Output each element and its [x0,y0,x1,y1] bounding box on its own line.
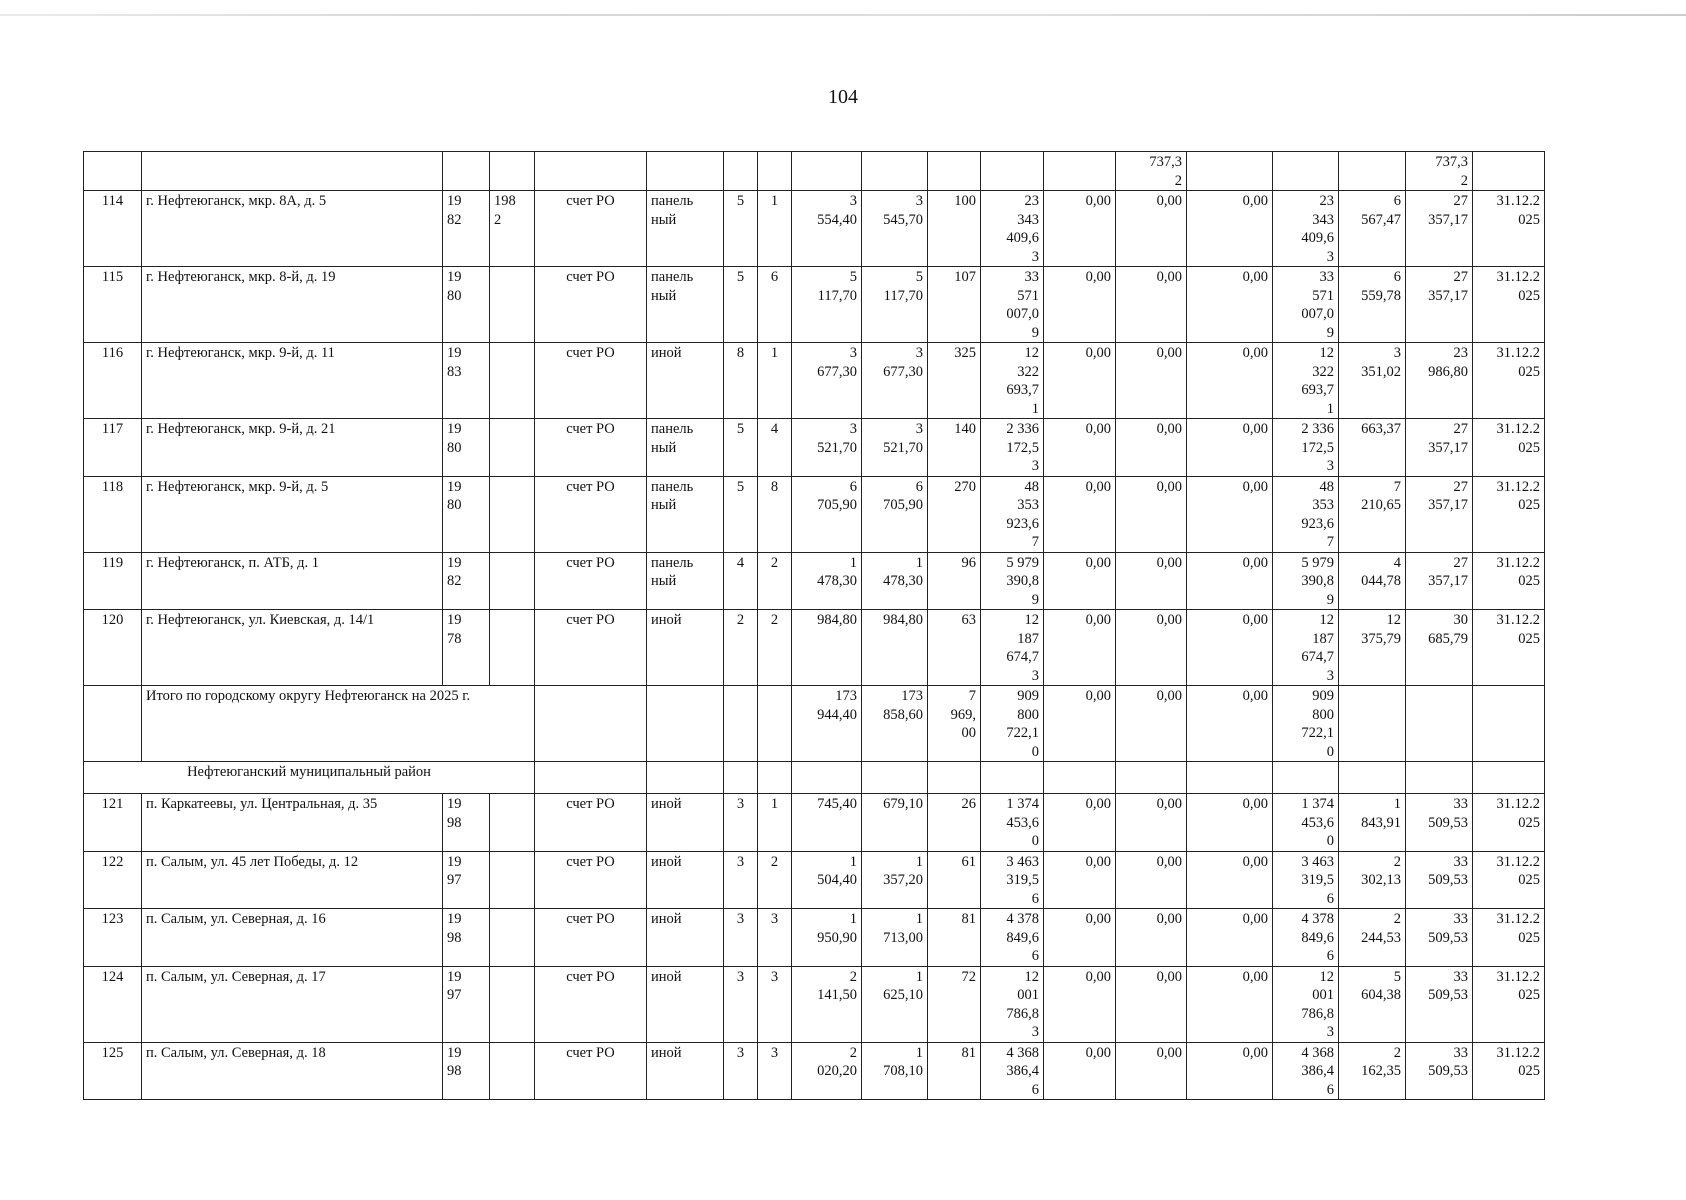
residential-area-cell: 5 117,70 [862,267,928,343]
residents-cell: 81 [928,909,981,967]
table-row [84,794,1545,852]
row-number-cell: 116 [84,343,142,419]
floors-cell: 5 [724,191,758,267]
table-cell [1473,762,1545,794]
table-cell [758,152,792,191]
cost-per-sqm-cell: 1 843,91 [1339,794,1406,852]
table-row [84,610,1545,686]
local-funds-cell: 0,00 [1187,966,1273,1042]
residents-cell: 72 [928,966,981,1042]
subtotal-total-area: 173 944,40 [792,686,862,762]
total-area-cell: 2 141,50 [792,966,862,1042]
residential-area-cell: 1 708,10 [862,1042,928,1100]
regional-funds-cell: 0,00 [1116,1042,1187,1100]
year-built-cell: 19 80 [443,267,490,343]
table-row [84,909,1545,967]
wall-material-cell: иной [647,610,724,686]
owner-funds-cell: 23 343 409,6 3 [1273,191,1339,267]
federal-funds-cell: 0,00 [1044,1042,1116,1100]
regional-funds-cell: 0,00 [1116,909,1187,967]
completion-date-cell: 31.12.2 025 [1473,794,1545,852]
cost-per-sqm-cell: 3 351,02 [1339,343,1406,419]
table-cell [792,152,862,191]
limit-cost-cell: 27 357,17 [1406,552,1473,610]
year-built-cell: 19 98 [443,794,490,852]
owner-funds-cell: 3 463 319,5 6 [1273,851,1339,909]
table-cell [1187,152,1273,191]
table-row [84,552,1545,610]
completion-date-cell: 31.12.2 025 [1473,267,1545,343]
fund-method-cell: счет РО [535,552,647,610]
total-area-cell: 1 478,30 [792,552,862,610]
completion-date-cell: 31.12.2 025 [1473,343,1545,419]
total-cost-cell: 23 343 409,6 3 [981,191,1044,267]
address-cell: п. Салым, ул. Северная, д. 16 [142,909,443,967]
total-area-cell: 745,40 [792,794,862,852]
total-cost-cell: 12 187 674,7 3 [981,610,1044,686]
federal-funds-cell: 0,00 [1044,343,1116,419]
table-row [84,851,1545,909]
limit-cost-cell: 27 357,17 [1406,419,1473,477]
floors-cell: 3 [724,966,758,1042]
wall-material-cell: панель ный [647,552,724,610]
residential-area-cell: 1 713,00 [862,909,928,967]
limit-cost-cell: 23 986,80 [1406,343,1473,419]
cost-per-sqm-cell: 663,37 [1339,419,1406,477]
federal-funds-cell: 0,00 [1044,966,1116,1042]
table-cell [1406,686,1473,762]
limit-cost-cell: 30 685,79 [1406,610,1473,686]
entrances-cell: 3 [758,909,792,967]
row-number-cell: 124 [84,966,142,1042]
federal-funds-cell: 0,00 [1044,191,1116,267]
year-commissioned-cell [490,552,535,610]
table-row-carryover [84,152,1545,191]
wall-material-cell: панель ный [647,419,724,477]
housing-register-table [83,151,1545,1100]
total-cost-cell: 33 571 007,0 9 [981,267,1044,343]
owner-funds-cell: 12 187 674,7 3 [1273,610,1339,686]
year-commissioned-cell: 198 2 [490,191,535,267]
scan-artifact-line [0,14,1686,16]
local-funds-cell: 0,00 [1187,267,1273,343]
floors-cell: 8 [724,343,758,419]
year-built-cell: 19 80 [443,476,490,552]
total-cost-cell: 48 353 923,6 7 [981,476,1044,552]
table-cell [1044,152,1116,191]
table-cell [142,152,443,191]
limit-cost-cell: 33 509,53 [1406,966,1473,1042]
owner-funds-cell: 1 374 453,6 0 [1273,794,1339,852]
floors-cell: 5 [724,419,758,477]
fund-method-cell: счет РО [535,419,647,477]
entrances-cell: 2 [758,610,792,686]
residential-area-cell: 984,80 [862,610,928,686]
regional-funds-cell: 0,00 [1116,343,1187,419]
table-cell [1339,762,1406,794]
year-commissioned-cell [490,476,535,552]
table-cell [862,152,928,191]
regional-funds-cell: 0,00 [1116,267,1187,343]
owner-funds-cell: 4 378 849,6 6 [1273,909,1339,967]
year-commissioned-cell [490,343,535,419]
table-cell [647,686,724,762]
row-number-cell: 115 [84,267,142,343]
year-commissioned-cell [490,851,535,909]
owner-funds-cell: 2 336 172,5 3 [1273,419,1339,477]
year-commissioned-cell [490,267,535,343]
address-cell: г. Нефтеюганск, мкр. 9-й, д. 21 [142,419,443,477]
subtotal-total-cost: 909 800 722,1 0 [981,686,1044,762]
owner-funds-cell: 33 571 007,0 9 [1273,267,1339,343]
residential-area-cell: 679,10 [862,794,928,852]
total-area-cell: 3 554,40 [792,191,862,267]
wall-material-cell: иной [647,909,724,967]
table-cell: 737,3 2 [1116,152,1187,191]
regional-funds-cell: 0,00 [1116,419,1187,477]
row-number-cell: 114 [84,191,142,267]
table-cell [758,762,792,794]
table-cell [792,762,862,794]
row-number-cell: 119 [84,552,142,610]
table-cell [1339,686,1406,762]
federal-funds-cell: 0,00 [1044,419,1116,477]
entrances-cell: 1 [758,794,792,852]
total-area-cell: 3 677,30 [792,343,862,419]
table-row [84,419,1545,477]
fund-method-cell: счет РО [535,851,647,909]
table-row [84,1042,1545,1100]
subtotal-row [84,686,1545,762]
table-cell [1273,762,1339,794]
residential-area-cell: 1 625,10 [862,966,928,1042]
regional-funds-cell: 0,00 [1116,610,1187,686]
address-cell: г. Нефтеюганск, мкр. 8А, д. 5 [142,191,443,267]
floors-cell: 5 [724,267,758,343]
completion-date-cell: 31.12.2 025 [1473,610,1545,686]
residents-cell: 140 [928,419,981,477]
entrances-cell: 8 [758,476,792,552]
cost-per-sqm-cell: 4 044,78 [1339,552,1406,610]
residents-cell: 100 [928,191,981,267]
cost-per-sqm-cell: 2 302,13 [1339,851,1406,909]
address-cell: п. Салым, ул. Северная, д. 18 [142,1042,443,1100]
total-cost-cell: 4 368 386,4 6 [981,1042,1044,1100]
regional-funds-cell: 0,00 [1116,794,1187,852]
table-row [84,191,1545,267]
local-funds-cell: 0,00 [1187,909,1273,967]
address-cell: г. Нефтеюганск, мкр. 9-й, д. 11 [142,343,443,419]
residential-area-cell: 3 521,70 [862,419,928,477]
table-cell [535,686,647,762]
row-number-cell: 123 [84,909,142,967]
table-row [84,966,1545,1042]
federal-funds-cell: 0,00 [1044,909,1116,967]
year-built-cell: 19 78 [443,610,490,686]
wall-material-cell: иной [647,343,724,419]
wall-material-cell: иной [647,966,724,1042]
completion-date-cell: 31.12.2 025 [1473,476,1545,552]
limit-cost-cell: 33 509,53 [1406,851,1473,909]
table-cell [758,686,792,762]
table-cell [1406,762,1473,794]
subtotal-owner-funds: 909 800 722,1 0 [1273,686,1339,762]
owner-funds-cell: 5 979 390,8 9 [1273,552,1339,610]
table-cell [535,152,647,191]
subtotal-label: Итого по городскому округу Нефтеюганск на 2025 г. [142,686,535,762]
floors-cell: 3 [724,909,758,967]
table-cell [862,762,928,794]
year-commissioned-cell [490,909,535,967]
residential-area-cell: 1 357,20 [862,851,928,909]
residents-cell: 325 [928,343,981,419]
year-built-cell: 19 97 [443,966,490,1042]
floors-cell: 2 [724,610,758,686]
entrances-cell: 2 [758,851,792,909]
entrances-cell: 1 [758,191,792,267]
cost-per-sqm-cell: 7 210,65 [1339,476,1406,552]
local-funds-cell: 0,00 [1187,476,1273,552]
wall-material-cell: иной [647,794,724,852]
floors-cell: 3 [724,794,758,852]
local-funds-cell: 0,00 [1187,191,1273,267]
local-funds-cell: 0,00 [1187,794,1273,852]
address-cell: п. Салым, ул. 45 лет Победы, д. 12 [142,851,443,909]
total-area-cell: 1 504,40 [792,851,862,909]
total-cost-cell: 5 979 390,8 9 [981,552,1044,610]
completion-date-cell: 31.12.2 025 [1473,851,1545,909]
table-cell [724,152,758,191]
limit-cost-cell: 33 509,53 [1406,1042,1473,1100]
total-area-cell: 984,80 [792,610,862,686]
federal-funds-cell: 0,00 [1044,794,1116,852]
year-commissioned-cell [490,1042,535,1100]
table-row [84,476,1545,552]
table-cell [647,152,724,191]
table-cell [928,152,981,191]
floors-cell: 4 [724,552,758,610]
table-row [84,343,1545,419]
wall-material-cell: панель ный [647,476,724,552]
year-commissioned-cell [490,610,535,686]
row-number-cell: 125 [84,1042,142,1100]
fund-method-cell: счет РО [535,966,647,1042]
wall-material-cell: иной [647,1042,724,1100]
year-built-cell: 19 80 [443,419,490,477]
fund-method-cell: счет РО [535,1042,647,1100]
completion-date-cell: 31.12.2 025 [1473,191,1545,267]
federal-funds-cell: 0,00 [1044,476,1116,552]
entrances-cell: 3 [758,966,792,1042]
regional-funds-cell: 0,00 [1116,851,1187,909]
table-cell [84,686,142,762]
district-heading: Нефтеюганский муниципальный район [84,762,535,794]
limit-cost-cell: 33 509,53 [1406,794,1473,852]
table-cell [1273,152,1339,191]
owner-funds-cell: 48 353 923,6 7 [1273,476,1339,552]
year-commissioned-cell [490,794,535,852]
row-number-cell: 122 [84,851,142,909]
entrances-cell: 4 [758,419,792,477]
address-cell: г. Нефтеюганск, ул. Киевская, д. 14/1 [142,610,443,686]
address-cell: п. Каркатеевы, ул. Центральная, д. 35 [142,794,443,852]
table-cell: 737,3 2 [1406,152,1473,191]
completion-date-cell: 31.12.2 025 [1473,1042,1545,1100]
address-cell: г. Нефтеюганск, мкр. 8-й, д. 19 [142,267,443,343]
total-area-cell: 5 117,70 [792,267,862,343]
wall-material-cell: панель ный [647,191,724,267]
limit-cost-cell: 27 357,17 [1406,476,1473,552]
table-cell [1044,762,1116,794]
owner-funds-cell: 4 368 386,4 6 [1273,1042,1339,1100]
subtotal-residents: 7 969, 00 [928,686,981,762]
residential-area-cell: 3 677,30 [862,343,928,419]
total-cost-cell: 2 336 172,5 3 [981,419,1044,477]
subtotal-local-funds: 0,00 [1187,686,1273,762]
table-cell [1339,152,1406,191]
year-built-cell: 19 98 [443,909,490,967]
address-cell: г. Нефтеюганск, п. АТБ, д. 1 [142,552,443,610]
completion-date-cell: 31.12.2 025 [1473,909,1545,967]
fund-method-cell: счет РО [535,267,647,343]
row-number-cell: 120 [84,610,142,686]
federal-funds-cell: 0,00 [1044,552,1116,610]
cost-per-sqm-cell: 2 244,53 [1339,909,1406,967]
table-cell [1473,686,1545,762]
local-funds-cell: 0,00 [1187,552,1273,610]
cost-per-sqm-cell: 6 567,47 [1339,191,1406,267]
entrances-cell: 3 [758,1042,792,1100]
row-number-cell: 117 [84,419,142,477]
federal-funds-cell: 0,00 [1044,267,1116,343]
local-funds-cell: 0,00 [1187,851,1273,909]
subtotal-residential-area: 173 858,60 [862,686,928,762]
entrances-cell: 1 [758,343,792,419]
federal-funds-cell: 0,00 [1044,610,1116,686]
total-cost-cell: 3 463 319,5 6 [981,851,1044,909]
cost-per-sqm-cell: 5 604,38 [1339,966,1406,1042]
table-cell [1187,762,1273,794]
regional-funds-cell: 0,00 [1116,552,1187,610]
year-built-cell: 19 82 [443,552,490,610]
residential-area-cell: 1 478,30 [862,552,928,610]
fund-method-cell: счет РО [535,794,647,852]
limit-cost-cell: 27 357,17 [1406,267,1473,343]
table-cell [443,152,490,191]
table-cell [981,152,1044,191]
table-cell [981,762,1044,794]
year-built-cell: 19 98 [443,1042,490,1100]
table-cell [724,686,758,762]
residents-cell: 81 [928,1042,981,1100]
entrances-cell: 2 [758,552,792,610]
completion-date-cell: 31.12.2 025 [1473,419,1545,477]
address-cell: г. Нефтеюганск, мкр. 9-й, д. 5 [142,476,443,552]
local-funds-cell: 0,00 [1187,1042,1273,1100]
table-cell [928,762,981,794]
fund-method-cell: счет РО [535,476,647,552]
fund-method-cell: счет РО [535,191,647,267]
year-built-cell: 19 82 [443,191,490,267]
table-row [84,267,1545,343]
year-commissioned-cell [490,966,535,1042]
residents-cell: 96 [928,552,981,610]
regional-funds-cell: 0,00 [1116,191,1187,267]
owner-funds-cell: 12 001 786,8 3 [1273,966,1339,1042]
regional-funds-cell: 0,00 [1116,966,1187,1042]
table-cell [490,152,535,191]
subtotal-federal-funds: 0,00 [1044,686,1116,762]
wall-material-cell: панель ный [647,267,724,343]
limit-cost-cell: 33 509,53 [1406,909,1473,967]
federal-funds-cell: 0,00 [1044,851,1116,909]
year-built-cell: 19 97 [443,851,490,909]
cost-per-sqm-cell: 2 162,35 [1339,1042,1406,1100]
total-area-cell: 6 705,90 [792,476,862,552]
floors-cell: 3 [724,1042,758,1100]
local-funds-cell: 0,00 [1187,343,1273,419]
fund-method-cell: счет РО [535,343,647,419]
floors-cell: 5 [724,476,758,552]
fund-method-cell: счет РО [535,909,647,967]
address-cell: п. Салым, ул. Северная, д. 17 [142,966,443,1042]
residents-cell: 270 [928,476,981,552]
total-area-cell: 3 521,70 [792,419,862,477]
floors-cell: 3 [724,851,758,909]
table-cell [724,762,758,794]
entrances-cell: 6 [758,267,792,343]
row-number-cell: 121 [84,794,142,852]
fund-method-cell: счет РО [535,610,647,686]
total-area-cell: 1 950,90 [792,909,862,967]
total-cost-cell: 12 001 786,8 3 [981,966,1044,1042]
row-number-cell: 118 [84,476,142,552]
residents-cell: 107 [928,267,981,343]
total-cost-cell: 1 374 453,6 0 [981,794,1044,852]
residents-cell: 63 [928,610,981,686]
residential-area-cell: 3 545,70 [862,191,928,267]
completion-date-cell: 31.12.2 025 [1473,966,1545,1042]
subtotal-regional-funds: 0,00 [1116,686,1187,762]
cost-per-sqm-cell: 12 375,79 [1339,610,1406,686]
table-cell [84,152,142,191]
year-built-cell: 19 83 [443,343,490,419]
owner-funds-cell: 12 322 693,7 1 [1273,343,1339,419]
local-funds-cell: 0,00 [1187,419,1273,477]
residential-area-cell: 6 705,90 [862,476,928,552]
local-funds-cell: 0,00 [1187,610,1273,686]
total-cost-cell: 12 322 693,7 1 [981,343,1044,419]
total-area-cell: 2 020,20 [792,1042,862,1100]
regional-funds-cell: 0,00 [1116,476,1187,552]
limit-cost-cell: 27 357,17 [1406,191,1473,267]
district-heading-row [84,762,1545,794]
wall-material-cell: иной [647,851,724,909]
table-cell [1116,762,1187,794]
table-cell [647,762,724,794]
completion-date-cell: 31.12.2 025 [1473,552,1545,610]
year-commissioned-cell [490,419,535,477]
cost-per-sqm-cell: 6 559,78 [1339,267,1406,343]
residents-cell: 26 [928,794,981,852]
residents-cell: 61 [928,851,981,909]
total-cost-cell: 4 378 849,6 6 [981,909,1044,967]
table-cell [1473,152,1545,191]
table-cell [535,762,647,794]
page-number: 104 [828,86,858,108]
